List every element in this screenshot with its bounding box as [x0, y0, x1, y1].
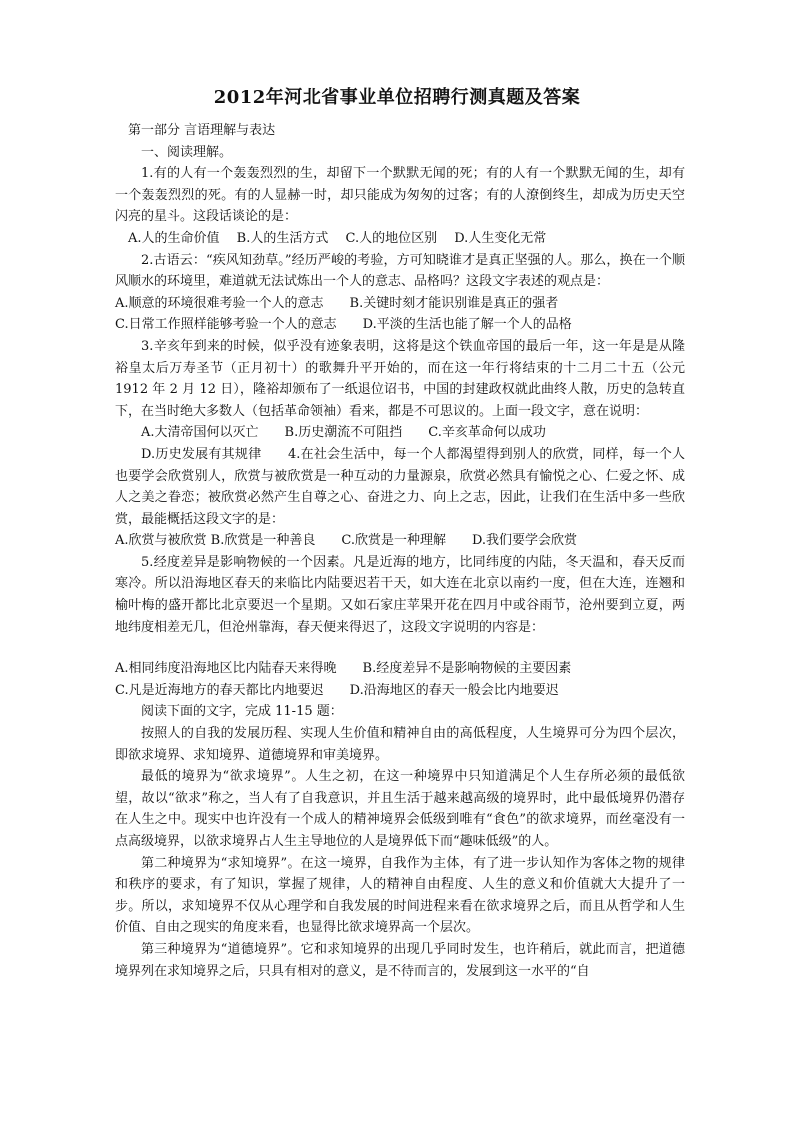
spacer: [115, 638, 685, 658]
section-heading: 一、阅读理解。: [141, 144, 233, 160]
question-2-options-ab: A.顺意的环境很难考验一个人的意志 B.关键时刻才能识别谁是真正的强者: [115, 295, 559, 311]
reading-intro: 阅读下面的文字，完成 11-15 题：: [141, 704, 343, 720]
passage-paragraph: 按照人的自我的发展历程、实现人生价值和精神自由的高低程度，人生境界可分为四个层次，即欲求境界、求知境界、道德境界和审美境界。: [115, 726, 685, 763]
question-5-options-ab: A.相同纬度沿海地区比内陆春天来得晚 B.经度差异不是影响物候的主要因素: [115, 661, 572, 677]
question-3-options-abc: A.大清帝国何以灭亡 B.历史潮流不可阻挡 C.辛亥革命何以成功: [141, 425, 546, 441]
question-1-options: A.人的生命价值 B.人的生活方式 C.人的地位区别 D.人生变化无常: [128, 230, 547, 246]
question-3-stem: 3.辛亥年到来的时候，似乎没有迹象表明，这将是这个铁血帝国的最后一年，这一年是是从隆裕皇太后万寿圣节（正月初十）的歌舞升平开始的，而在这一年行将结束的十二月二十五（公元 1912 年 2 月 12 日），隆裕却颁布了一纸退位诏书，中国的封建政权就此曲终人散，历史的急转直下，在当时绝大多数人（包括革命领袖）看来，都是不可思议的。上面一段文字，意在说明：: [115, 338, 685, 419]
part-heading: 第一部分 言语理解与表达: [128, 123, 276, 138]
question-4-options: A.欣赏与被欣赏 B.欣赏是一种善良 C.欣赏是一种理解 D.我们要学会欣赏: [115, 533, 578, 549]
question-4-stem: 4.在社会生活中，每一个人都渴望得到别人的欣赏，同样，每一个人也要学会欣赏别人，欣赏与被欣赏是一种互动的力量源泉，欣赏必然具有愉悦之心、仁爱之怀、成人之美之眷恋；被欣赏必然产生自尊之心、奋进之力、向上之志，因此，让我们在生活中多一些欣赏，最能概括这段文字的是：: [115, 446, 685, 527]
passage-paragraph: 最低的境界为“欲求境界”。人生之初，在这一种境界中只知道满足个人生存所必须的最低欲望，故以“欲求”称之，当人有了自我意识，并且生活于越来越高级的境界时，此中最低境界仍潜存在人生之中。现实中也许没有一个成人的精神境界会低级到唯有“食色”的欲求境界，而丝毫没有一点高级境界，以欲求境界占人生主导地位的人是境界低下而“趣味低级”的人。: [115, 769, 685, 849]
question-2-stem: 2.古语云：“疾风知劲草。”经历严峻的考验，方可知晓谁才是真正坚强的人。那么，换在一个顺风顺水的环境里，难道就无法试炼出一个人的意志、品格吗？这段文字表述的观点是：: [115, 252, 685, 290]
question-3-option-d-and-question-4: [115, 444, 685, 530]
question-1-stem: 1.有的人有一个轰轰烈烈的生，却留下一个默默无闻的死；有的人有一个默默无闻的生，却有一个轰轰烈烈的死。有的人显赫一时，却只能成为匆匆的过客；有的人潦倒终生，却成为历史天空闪亮的星斗。这段话谈论的是：: [115, 166, 685, 225]
question-2-options-cd: C.日常工作照样能够考验一个人的意志 D.平淡的生活也能了解一个人的品格: [115, 317, 572, 333]
document-title: 2012年河北省事业单位招聘行测真题及答案: [213, 87, 581, 108]
passage-paragraph: 第三种境界为“道德境界”。它和求知境界的出现几乎同时发生，也许稍后，就此而言，把道德境界列在求知境界之后，只具有相对的意义，是不待而言的，发展到这一水平的“自: [115, 941, 685, 979]
document-body: [115, 120, 685, 982]
question-3-option-d: D.历史发展有其规律: [141, 446, 262, 462]
question-5-options-cd: C.凡是近海地方的春天都比内地要迟 D.沿海地区的春天一般会比内地要迟: [115, 682, 559, 698]
question-5-stem: 5.经度差异是影响物候的一个因素。凡是近海的地方，比同纬度的内陆，冬天温和，春天反而寒冷。所以沿海地区春天的来临比内陆要迟若干天，如大连在北京以南约一度，但在大连，连翘和榆叶梅的盛开都比北京要迟一个星期。又如石家庄苹果开花在四月中或谷雨节，沧州要到立夏，两地纬度相差无几，但沧州靠海，春天便来得迟了，这段文字说明的内容是：: [115, 554, 685, 635]
passage-paragraph: 第二种境界为“求知境界”。在这一境界，自我作为主体，有了进一步认知作为客体之物的规律和秩序的要求，有了知识，掌握了规律，人的精神自由程度、人生的意义和价值就大大提升了一步。所以，求知境界不仅从心理学和自我发展的时间进程来看在欲求境界之后，而且从哲学和人生价值、自由之现实的角度来看，也显得比欲求境界高一个层次。: [115, 855, 685, 936]
